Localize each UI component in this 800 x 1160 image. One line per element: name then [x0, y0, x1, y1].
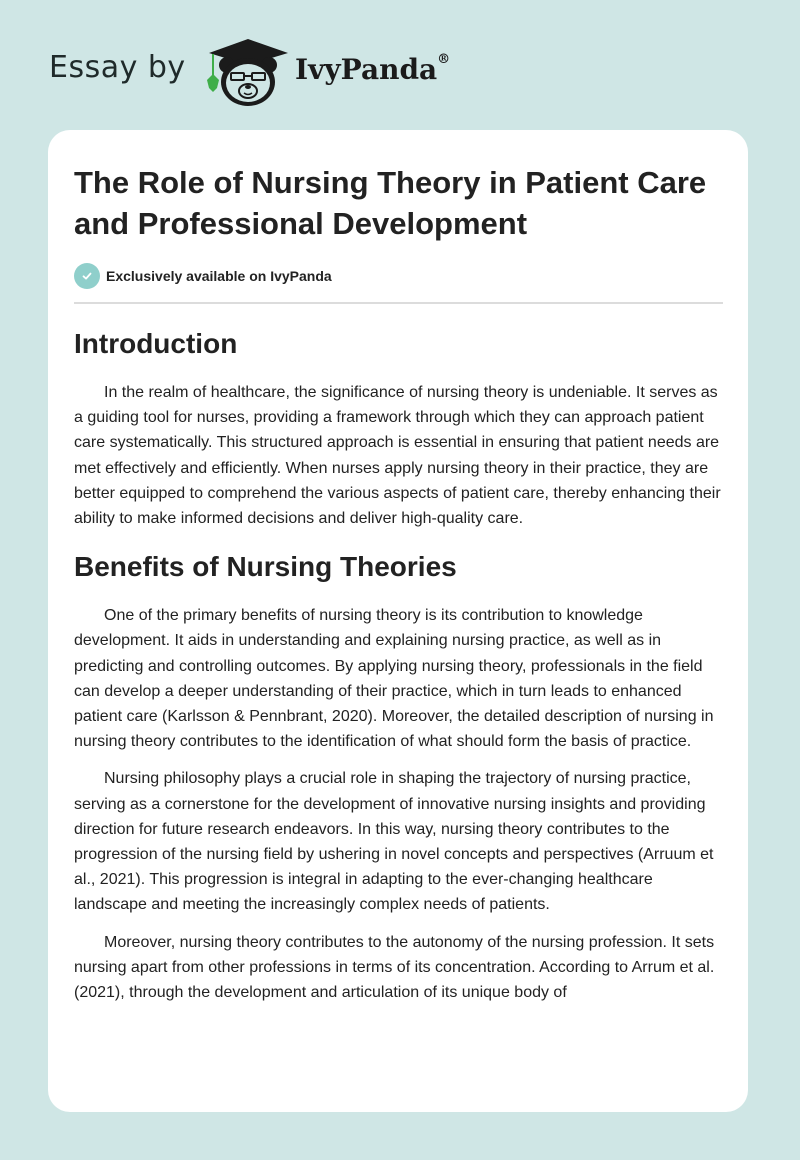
paragraph: In the realm of healthcare, the significance of nursing theory is undeniable. It serves as a guiding tool for nurses, providing a framework through which they can approach patient care systematically. This structured approach is essential in ensuring that patient needs are met effectively and efficiently. When nurses apply nursing theory in their practice, they are better equipped to comprehend the various aspects of patient care, thereby enhancing their ability to make informed decisions and deliver high-quality care.: [74, 384, 721, 528]
brand-wordmark: IvyPanda: [295, 53, 438, 86]
registered-mark: ®: [437, 51, 451, 67]
exclusive-text: Exclusively available on IvyPanda: [106, 268, 332, 284]
paragraph: One of the primary benefits of nursing theory is its contribution to knowledge development. It aids in understanding and explaining nursing practice, as well as in predicting and controlling outcomes. By applying nursing theory, professionals in the field can develop a deeper understanding of their practice, which in turn leads to enhanced patient care (Karlsson & Pennbrant, 2020). Moreover, the detailed description of nursing in nursing theory contributes to the identification of what should form the basis of practice.: [74, 607, 714, 751]
brand-name[interactable]: [295, 53, 450, 86]
check-icon: [74, 263, 100, 289]
essay-title: The Role of Nursing Theory in Patient Care and Professional Development: [74, 165, 707, 241]
essay-by-label: Essay by: [49, 50, 186, 85]
site-header: [0, 0, 800, 130]
exclusive-badge: [74, 263, 332, 289]
panda-logo-icon[interactable]: [203, 36, 293, 108]
section-heading-introduction: Introduction: [74, 328, 238, 359]
essay-card: [48, 130, 748, 1112]
essay-body: [74, 320, 726, 1017]
paragraph: Moreover, nursing theory contributes to the autonomy of the nursing profession. It sets nursing apart from other professions in terms of its concentration. According to Arrum et al. (2021), through the development and articulation of its unique body of: [74, 933, 715, 1002]
section-heading-benefits: Benefits of Nursing Theories: [74, 551, 457, 583]
title-divider: [74, 302, 723, 304]
paragraph: Nursing philosophy plays a crucial role in shaping the trajectory of nursing practice, serving as a cornerstone for the development of innovative nursing insights and providing direction for future research endeavors. In this way, nursing theory contributes to the progression of the nursing field by ushering in novel concepts and perspectives (Arruum et al., 2021). This progression is integral in adapting to the ever-changing healthcare landscape and meeting the increasingly complex needs of patients.: [74, 770, 714, 914]
